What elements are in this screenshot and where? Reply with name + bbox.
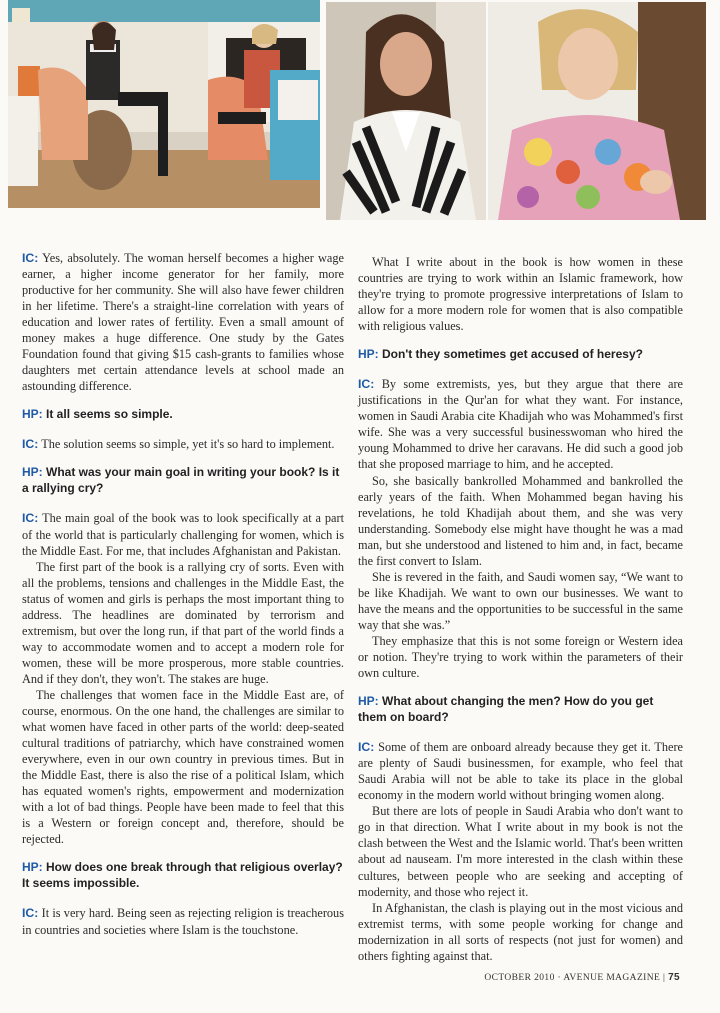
answer-paragraph — [358, 739, 683, 803]
answer-text: Some of them are onboard already because they get it. There are plenty of Saudi businessmen, for example, who feel that Saudi Arabia will not be able to take its place in the global economy in the modern world without bringing women along. — [358, 740, 683, 803]
question — [22, 859, 344, 891]
answer-paragraph — [22, 250, 344, 394]
question-text: How does one break through that religious overlay? It seems impossible. — [22, 860, 343, 891]
question — [358, 346, 683, 362]
footer-separator: | — [662, 973, 666, 983]
ic-tag: IC: — [358, 740, 375, 755]
page-footer — [484, 972, 680, 983]
ic-tag: IC: — [358, 377, 375, 392]
answer-paragraph — [22, 510, 344, 558]
answer-text: It is very hard. Being seen as rejecting religion is treacherous in countries and societies where Islam is the touchstone. — [22, 906, 344, 937]
question-text: What was your main goal in writing your book? Is it a rallying cry? — [22, 465, 340, 496]
body-paragraph: The challenges that women face in the Middle East are, of course, enormous. On the one hand, the challenges are similar to what women have faced in other parts of the world: deep-seated cultural traditions of patriarchy, which have constrained women everywhere, even in our own country in previous times. But in the Middle East, there is also the rise of a political Islam, which has equated women's rights, empowerment and modernization with a lot of bad things. People have been made to feel that this is a Western or foreign concept and, therefore, should be rejected. — [22, 687, 344, 847]
answer-text: The solution seems so simple, yet it's so hard to implement. — [41, 437, 335, 452]
page-number: 75 — [668, 972, 680, 983]
portrait-blonde-photo — [488, 2, 706, 220]
question-text: It all seems so simple. — [46, 407, 173, 422]
question-text: What about changing the men? How do you get them on board? — [358, 694, 654, 725]
interview-living-room-photo — [8, 0, 320, 208]
right-text-column — [358, 254, 683, 964]
question — [22, 464, 344, 496]
hp-tag: HP: — [22, 465, 43, 480]
body-paragraph: They emphasize that this is not some foreign or Western idea or notion. They're trying to work within the parameters of their own culture. — [358, 633, 683, 681]
ic-tag: IC: — [22, 437, 39, 452]
ic-tag: IC: — [22, 511, 39, 526]
question — [358, 693, 683, 725]
answer-text: By some extremists, yes, but they argue that there are justifications in the Qur'an for what they want. For instance, women in Saudi Arabia cite Khadijah who was Mohammed's first wife. She was a very successful businesswoman who hired the young Mohammed to drive her caravans. He did such a good job that she proposed marriage to him, and he accepted. — [358, 377, 683, 472]
body-paragraph: She is revered in the faith, and Saudi women say, “We want to be like Khadijah. We want to own our businesses. We want to have the means and the opportunities to be successful in the same way that she was.” — [358, 569, 683, 632]
ic-tag: IC: — [22, 906, 39, 921]
answer-text: The main goal of the book was to look specifically at a part of the world that is particularly challenging for women, which is the Middle East. For me, that includes Afghanistan and Pakistan. — [22, 511, 344, 558]
ic-tag: IC: — [22, 251, 39, 265]
body-paragraph: The first part of the book is a rallying cry of sorts. Even with all the problems, tensions and challenges in the Middle East, the status of women and girls is perhaps the most important thing to address. The headlines are dominated by terrorism and extremism, but over the long run, if that part of the world finds a way to accommodate women and to accept a modern role for women, these will be more prosperous, more stable countries. And if they don't, they won't. The stakes are huge. — [22, 559, 344, 686]
portrait-dark-hair-photo — [326, 2, 486, 220]
hp-tag: HP: — [22, 407, 43, 422]
question — [22, 406, 344, 422]
answer-paragraph — [22, 905, 344, 937]
answer-text: Yes, absolutely. The woman herself becomes a higher wage earner, a higher income generator for her family, more productive for her community. She will also have fewer children in her lifetime. There's a straight-line correlation with years of education and lower rates of fertility. Even a small amount of money makes a huge difference. One study by the Gates Foundation found that giving $15 cash-grants to families whose daughters met certain attendance levels at school made an astounding difference. — [22, 251, 344, 394]
issue-line: OCTOBER 2010 · AVENUE MAGAZINE — [484, 973, 661, 983]
body-paragraph: What I write about in the book is how women in these countries are trying to work within an Islamic framework, how they're trying to promote progressive interpretations of Islam to allow for a more modern role for women that is also compatible with religious values. — [358, 255, 683, 334]
hp-tag: HP: — [358, 347, 379, 362]
question-text: Don't they sometimes get accused of heresy? — [382, 347, 643, 362]
left-text-column — [22, 250, 344, 938]
hp-tag: HP: — [22, 860, 43, 875]
body-paragraph: So, she basically bankrolled Mohammed and bankrolled the early years of the faith. When Mohammed began having his revelations, he told Khadijah about them, and she was very understanding. Somebody else might have thought he was a mad man, but she understood and listened to him and, in fact, became the first convert to Islam. — [358, 473, 683, 568]
body-paragraph: But there are lots of people in Saudi Arabia who don't want to go in that direction. What I write about in my book is not the clash between the West and the Islamic world. That's been written about ad nauseam. I'm more interested in the clash within these cultures, between people who are seeking and accepting of modernity, and those who reject it. — [358, 804, 683, 899]
answer-paragraph — [22, 436, 344, 452]
photo-strip — [0, 0, 720, 222]
body-paragraph: In Afghanistan, the clash is playing out in the most vicious and extremist terms, with some people working for change and modernization in all sorts of respects (not just for women) and others fighting against that. — [358, 900, 683, 963]
answer-paragraph — [358, 376, 683, 472]
hp-tag: HP: — [358, 694, 379, 709]
